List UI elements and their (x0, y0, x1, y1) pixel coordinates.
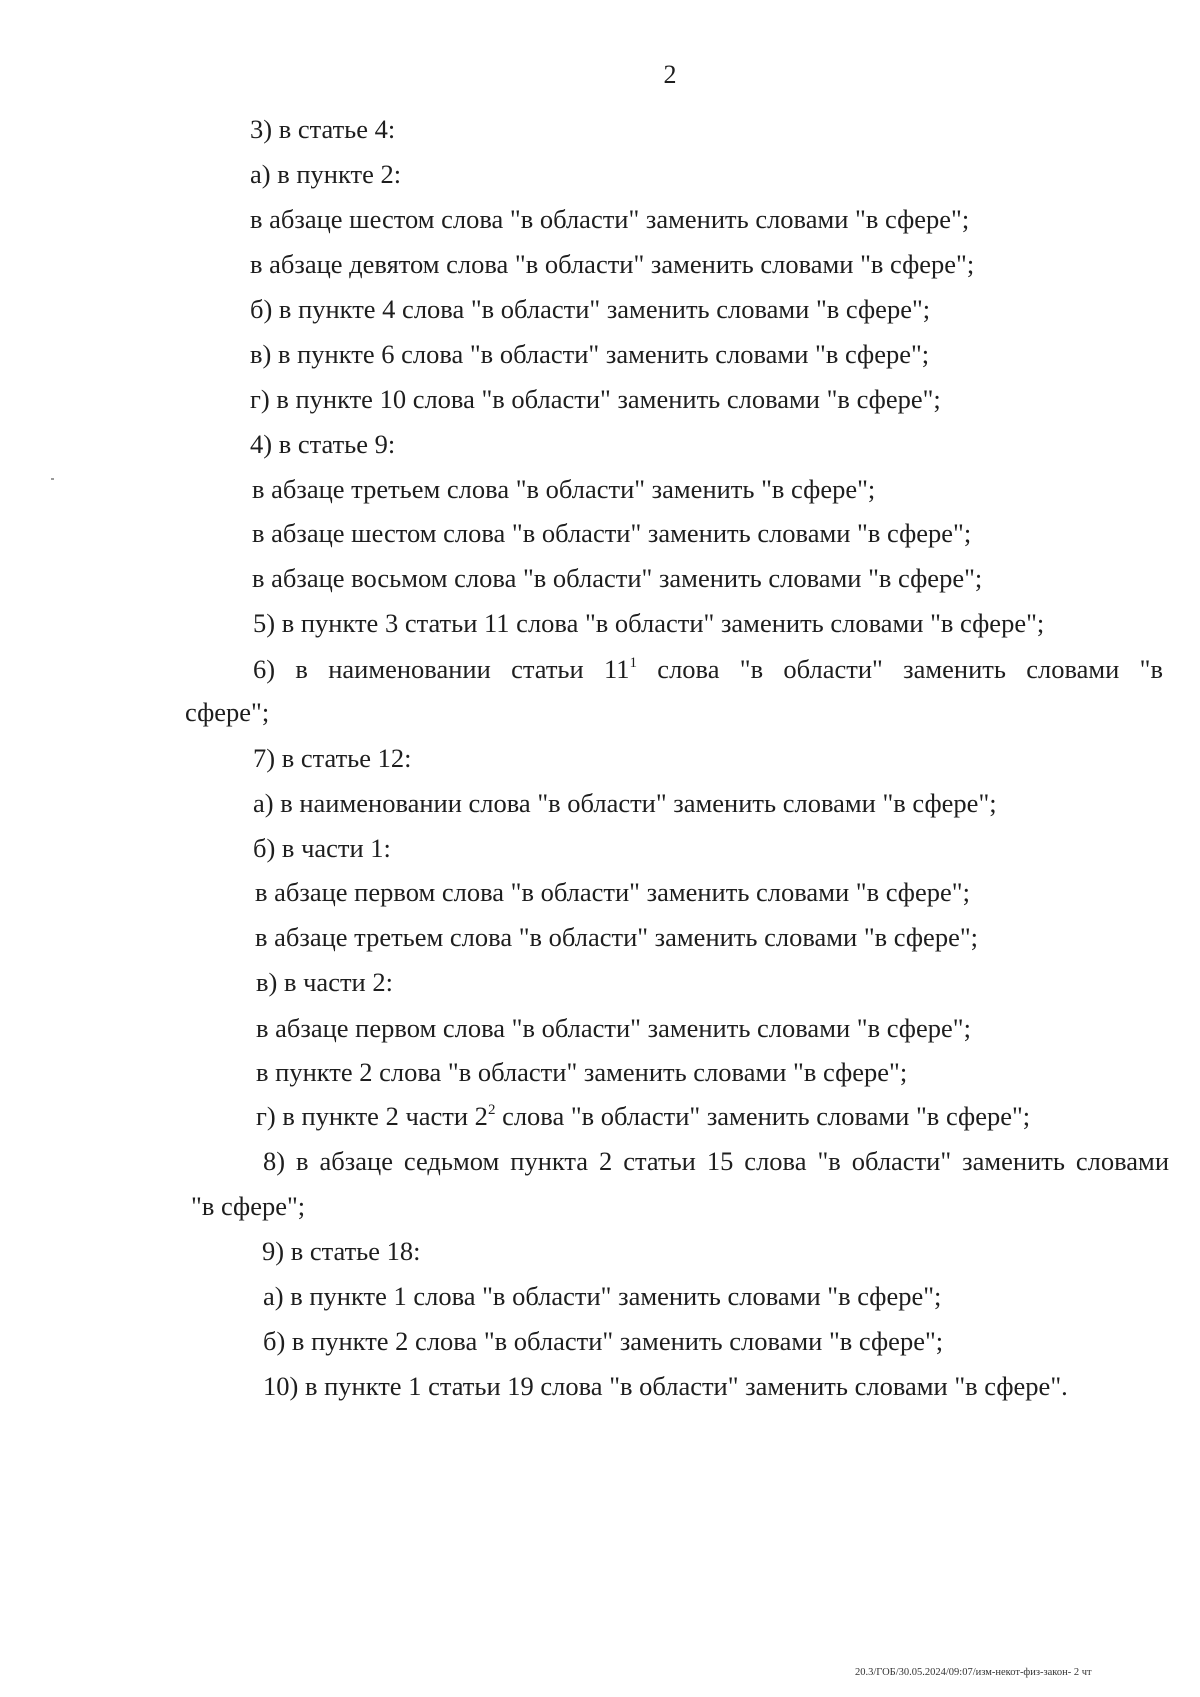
page-number: 2 (663, 60, 677, 89)
amendment-line: 5) в пункте 3 статьи 11 слова "в области" заменить словами "в сфере"; (253, 608, 1045, 638)
amendment-line: г) в пункте 10 слова "в области" заменить словами "в сфере"; (250, 384, 941, 414)
amendment-line: в пункте 2 слова "в области" заменить словами "в сфере"; (256, 1057, 908, 1087)
amendment-line-continuation: "в сфере"; (191, 1191, 306, 1221)
amendment-line: 7) в статье 12: (253, 743, 412, 773)
amendment-line: б) в пункте 4 слова "в области" заменить словами "в сфере"; (250, 294, 931, 324)
amendment-line: 9) в статье 18: (262, 1236, 421, 1266)
amendment-line: 10) в пункте 1 статьи 19 слова "в области" заменить словами "в сфере". (263, 1371, 1068, 1401)
amendment-line-continuation: сфере"; (185, 697, 270, 727)
superscript: 1 (629, 655, 637, 671)
superscript: 2 (487, 1102, 496, 1118)
amendment-line: 8) в абзаце седьмом пункта 2 статьи 15 слова "в области" заменить словами (263, 1146, 1169, 1176)
amendment-line: 3) в статье 4: (250, 114, 396, 144)
amendment-line: а) в пункте 2: (250, 159, 402, 189)
amendment-line: в абзаце шестом слова "в области" заменить словами "в сфере"; (250, 204, 970, 234)
amendment-line: б) в части 1: (253, 833, 391, 863)
amendment-line: а) в наименовании слова "в области" заменить словами "в сфере"; (253, 788, 997, 818)
amendment-line: в абзаце первом слова "в области" заменить словами "в сфере"; (256, 1013, 971, 1043)
amendment-line: в абзаце третьем слова "в области" заменить "в сфере"; (252, 474, 876, 504)
amendment-text: 6) в наименовании статьи 11 (253, 654, 630, 684)
amendment-line: в абзаце первом слова "в области" заменить словами "в сфере"; (255, 877, 970, 907)
amendment-line: б) в пункте 2 слова "в области" заменить словами "в сфере"; (263, 1326, 944, 1356)
amendment-line: 4) в статье 9: (250, 429, 396, 459)
amendment-line: в) в части 2: (256, 967, 393, 997)
amendment-line: в абзаце шестом слова "в области" заменить словами "в сфере"; (252, 518, 972, 548)
amendment-line: в абзаце девятом слова "в области" заменить словами "в сфере"; (250, 249, 975, 279)
amendment-text: слова "в области" заменить словами "в (637, 654, 1163, 684)
amendment-line (256, 1101, 1030, 1131)
amendment-line: в абзаце третьем слова "в области" заменить словами "в сфере"; (255, 922, 979, 952)
amendment-line: а) в пункте 1 слова "в области" заменить словами "в сфере"; (263, 1281, 942, 1311)
amendment-line: в) в пункте 6 слова "в области" заменить словами "в сфере"; (250, 339, 930, 369)
scan-speck (51, 478, 54, 480)
amendment-text: слова "в области" заменить словами "в сфере"; (495, 1101, 1031, 1131)
amendment-line: в абзаце восьмом слова "в области" заменить словами "в сфере"; (252, 563, 983, 593)
amendment-line (253, 654, 1163, 684)
document-file-code: 20.3/ГОБ/30.05.2024/09:07/изм-некот-физ-закон- 2 чт (855, 1667, 1092, 1678)
amendment-text: г) в пункте 2 части 2 (256, 1101, 488, 1131)
